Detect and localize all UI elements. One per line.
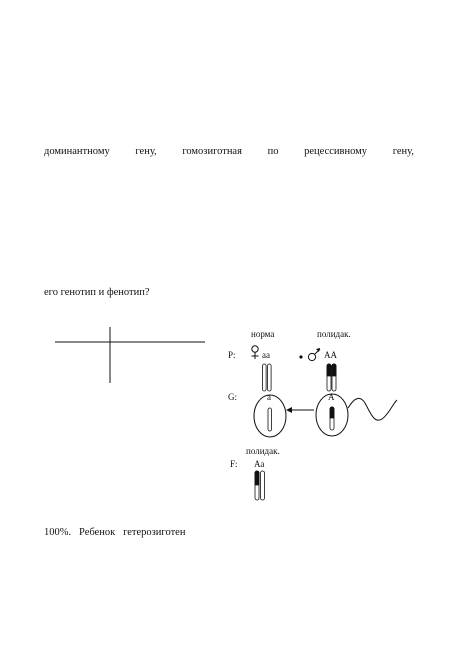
chromosome-pair-offspring	[255, 471, 265, 500]
dot-icon	[299, 355, 302, 358]
label-f: F:	[230, 459, 238, 469]
paragraph-line-3: 100%. Ребенок гетерозиготен	[44, 527, 186, 538]
sperm-tail-wave	[348, 398, 397, 420]
label-g: G:	[228, 392, 237, 402]
chromosome-pair-male	[327, 364, 336, 391]
gamete-chromosome-male	[330, 407, 334, 430]
chromosome-pair-female	[263, 364, 272, 391]
label-p: P:	[228, 350, 236, 360]
f-genotype: Аа	[254, 459, 265, 469]
gamete-male-allele: А	[328, 392, 335, 402]
label-polydactyly-parent: полидак.	[317, 329, 351, 339]
word: доминантному	[44, 146, 110, 157]
label-norm: норма	[251, 329, 275, 339]
label-polydactyly-child: полидак.	[246, 446, 280, 456]
gamete-chromosome-female	[268, 408, 272, 431]
p-male-genotype: АА	[324, 350, 337, 360]
gamete-female-allele: а	[267, 392, 271, 402]
word: рецессивному	[304, 146, 368, 157]
word: гомозиготная	[182, 146, 242, 157]
word: гену,	[392, 146, 414, 157]
paragraph-line-2: его генотип и фенотип?	[44, 287, 150, 298]
word: по	[267, 146, 279, 157]
female-symbol-icon	[252, 346, 259, 359]
p-female-genotype: аа	[262, 350, 270, 360]
arrow-head-icon	[286, 407, 292, 413]
word: гену,	[135, 146, 157, 157]
